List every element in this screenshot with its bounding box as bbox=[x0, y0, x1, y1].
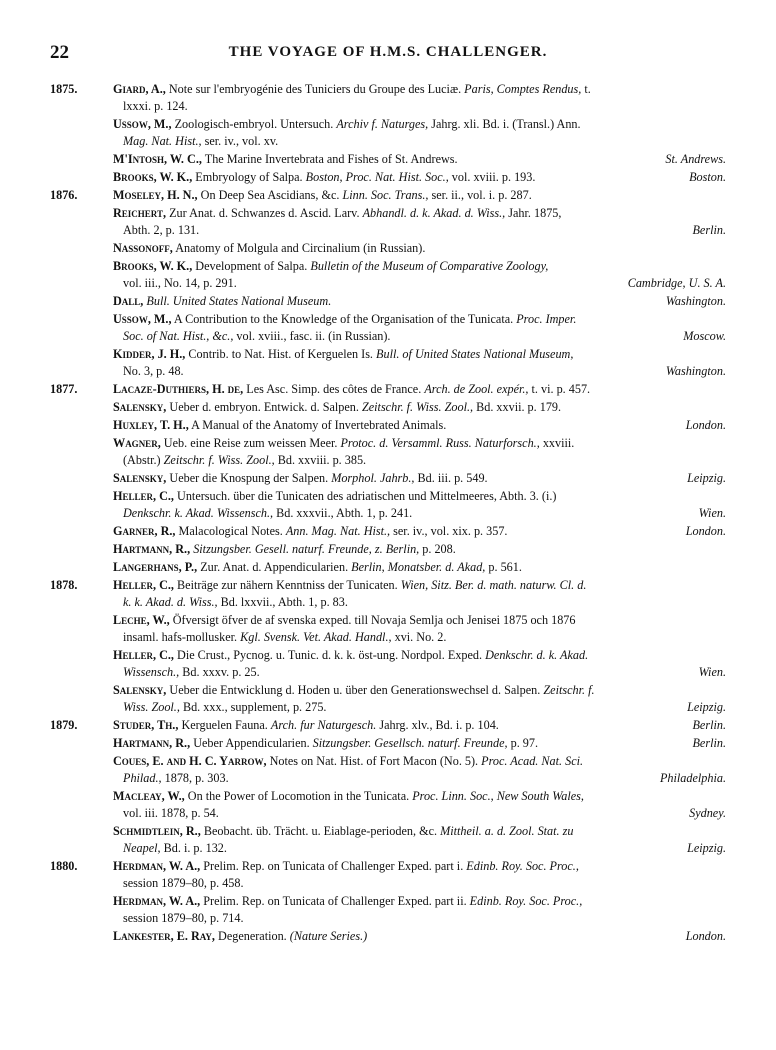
entry-details-cont: vol. xviii., fasc. ii. (in Russian). bbox=[233, 329, 391, 343]
entry-line-1 bbox=[113, 893, 726, 910]
entry-details: p. 97. bbox=[507, 736, 539, 750]
entry-details-cont: Bd. xxviii. p. 385. bbox=[274, 453, 367, 467]
entry-continuation: (Abstr.) bbox=[123, 453, 164, 467]
entry-journal: Paris, Comptes Rendus, bbox=[464, 82, 582, 96]
entry-details-cont: xvi. No. 2. bbox=[391, 630, 447, 644]
entry-title: Les Asc. Simp. des côtes de France. bbox=[243, 382, 425, 396]
bibliography-entry bbox=[50, 717, 726, 734]
entry-journal: Proc. Acad. Nat. Sci. bbox=[481, 754, 584, 768]
entry-place: Berlin. bbox=[692, 718, 726, 732]
entry-author: Reichert, bbox=[113, 206, 167, 220]
entry-title: Zur Anat. d. Schwanzes d. Ascid. Larv. bbox=[166, 206, 363, 220]
bibliography-entry bbox=[50, 928, 726, 945]
entry-line-1 bbox=[113, 417, 726, 434]
bibliography-entry bbox=[50, 187, 726, 204]
entry-title: On Deep Sea Ascidians, &c. bbox=[197, 188, 343, 202]
bibliography-entry bbox=[50, 311, 726, 345]
entry-year: 1875. bbox=[50, 82, 78, 96]
bibliography-entry bbox=[50, 381, 726, 398]
entry-line-2 bbox=[113, 98, 726, 115]
entry-place: Moscow. bbox=[683, 329, 726, 343]
entry-author: Langerhans, P., bbox=[113, 560, 198, 574]
entry-title: Zur. Anat. d. Appendicularien. bbox=[197, 560, 352, 574]
entry-continuation: session 1879–80, p. 714. bbox=[123, 911, 244, 925]
bibliography-entry bbox=[50, 682, 726, 716]
bibliography-entry bbox=[50, 81, 726, 115]
entry-title: Prelim. Rep. on Tunicata of Challenger Exped. part i. bbox=[200, 859, 467, 873]
entry-title: The Marine Invertebrata and Fishes of St. Andrews. bbox=[201, 152, 458, 166]
entry-details-cont: Bd. i. p. 132. bbox=[160, 841, 227, 855]
entry-title: Öfversigt öfver de af svenska exped. till Novaja Semlja och Jenisei 1875 och 1876 bbox=[169, 613, 576, 627]
entry-journal: Proc. Linn. Soc., New South Wales, bbox=[412, 789, 584, 803]
entry-continuation: Abth. 2, p. 131. bbox=[123, 223, 200, 237]
bibliography-entry bbox=[50, 470, 726, 487]
entry-place: London. bbox=[685, 418, 726, 432]
entry-journal: Ann. Mag. Nat. Hist., bbox=[285, 524, 391, 538]
entry-continuation: lxxxi. p. 124. bbox=[123, 99, 188, 113]
entry-line-1 bbox=[113, 81, 726, 98]
entry-journal: Denkschr. d. k. Akad. bbox=[485, 648, 589, 662]
entry-continuation: No. 3, p. 48. bbox=[123, 364, 184, 378]
entry-continuation: session 1879–80, p. 458. bbox=[123, 876, 244, 890]
entry-details: p. 561. bbox=[485, 560, 522, 574]
bibliography-list bbox=[50, 81, 726, 945]
entry-line-1 bbox=[113, 858, 726, 875]
entry-place: Washington. bbox=[665, 364, 726, 378]
page-number: 22 bbox=[50, 42, 69, 63]
entry-line-2 bbox=[113, 805, 726, 822]
entry-line-1 bbox=[113, 381, 726, 398]
entry-line-1 bbox=[113, 187, 726, 204]
entry-title: Development of Salpa. bbox=[192, 259, 311, 273]
entry-title: Prelim. Rep. on Tunicata of Challenger Exped. part ii. bbox=[200, 894, 470, 908]
entry-place: Cambridge, U. S. A. bbox=[627, 276, 726, 290]
entry-details-cont: 1878, p. 303. bbox=[161, 771, 229, 785]
entry-journal-cont: Wissensch., bbox=[123, 665, 180, 679]
bibliography-entry bbox=[50, 559, 726, 576]
entry-line-1 bbox=[113, 258, 726, 275]
bibliography-entry bbox=[50, 647, 726, 681]
entry-journal-cont: Neapel, bbox=[123, 841, 161, 855]
entry-line-1 bbox=[113, 470, 726, 487]
entry-journal: Edinb. Roy. Soc. Proc., bbox=[469, 894, 583, 908]
entry-journal: Archiv f. Naturges, bbox=[336, 117, 429, 131]
entry-title: Die Crust., Pycnog. u. Tunic. d. k. k. öst-ung. Nordpol. Exped. bbox=[173, 648, 486, 662]
entry-author: Wagner, bbox=[113, 436, 161, 450]
entry-details: p. 208. bbox=[419, 542, 456, 556]
page-header bbox=[50, 42, 726, 68]
bibliography-entry bbox=[50, 823, 726, 857]
entry-line-1 bbox=[113, 116, 726, 133]
entry-line-1 bbox=[113, 928, 726, 945]
entry-journal: Berlin, Monatsber. d. Akad, bbox=[351, 560, 486, 574]
entry-title: Notes on Nat. Hist. of Fort Macon (No. 5). bbox=[266, 754, 482, 768]
entry-title: Ueb. eine Reise zum weissen Meer. bbox=[160, 436, 341, 450]
entry-author: Salensky, bbox=[113, 400, 167, 414]
entry-title: Degeneration. bbox=[214, 929, 290, 943]
bibliography-entry bbox=[50, 399, 726, 416]
entry-author: Garner, R., bbox=[113, 524, 176, 538]
entry-details: t. bbox=[581, 82, 591, 96]
entry-details: ser. ii., vol. i. p. 287. bbox=[428, 188, 532, 202]
entry-line-2 bbox=[113, 275, 726, 292]
entry-line-2 bbox=[113, 505, 726, 522]
bibliography-entry bbox=[50, 417, 726, 434]
entry-author: Hartmann, R., bbox=[113, 736, 191, 750]
entry-line-1 bbox=[113, 346, 726, 363]
entry-journal: Morphol. Jahrb., bbox=[331, 471, 415, 485]
entry-year: 1880. bbox=[50, 859, 78, 873]
entry-author: Ussow, M., bbox=[113, 312, 172, 326]
entry-line-1 bbox=[113, 735, 726, 752]
entry-journal: Bulletin of the Museum of Comparative Zoology, bbox=[310, 259, 549, 273]
entry-line-2 bbox=[113, 222, 726, 239]
entry-line-1 bbox=[113, 647, 726, 664]
entry-details: Jahrg. xlv., Bd. i. p. 104. bbox=[376, 718, 499, 732]
entry-journal: Sitzungsber. Gesell. naturf. Freunde, z. Berlin, bbox=[193, 542, 420, 556]
entry-author: Giard, A., bbox=[113, 82, 166, 96]
entry-line-1 bbox=[113, 682, 726, 699]
entry-line-1 bbox=[113, 240, 726, 257]
entry-author: Hartmann, R., bbox=[113, 542, 191, 556]
entry-year: 1876. bbox=[50, 188, 78, 202]
entry-year: 1879. bbox=[50, 718, 78, 732]
entry-place: St. Andrews. bbox=[665, 152, 726, 166]
entry-line-2 bbox=[113, 452, 726, 469]
entry-journal: Zeitschr. f. bbox=[543, 683, 595, 697]
entry-line-1 bbox=[113, 488, 726, 505]
entry-place: Washington. bbox=[665, 294, 726, 308]
entry-line-1 bbox=[113, 541, 726, 558]
bibliography-entry bbox=[50, 258, 726, 292]
entry-line-1 bbox=[113, 169, 726, 186]
entry-place: Philadelphia. bbox=[659, 771, 726, 785]
entry-author: Coues, E. and H. C. Yarrow, bbox=[113, 754, 267, 768]
entry-line-1 bbox=[113, 399, 726, 416]
entry-title: Kerguelen Fauna. bbox=[178, 718, 271, 732]
entry-journal: Bull. United States National Museum. bbox=[146, 294, 332, 308]
entry-journal: Sitzungsber. Gesellsch. naturf. Freunde, bbox=[312, 736, 508, 750]
entry-line-1 bbox=[113, 559, 726, 576]
entry-line-1 bbox=[113, 205, 726, 222]
entry-title: Ueber die Entwicklung d. Hoden u. über den Generationswechsel d. Salpen. bbox=[166, 683, 544, 697]
entry-title: Anatomy of Molgula and Circinalium (in Russian). bbox=[172, 241, 426, 255]
entry-title: Beobacht. üb. Trächt. u. Eiablage-perioden, &c. bbox=[200, 824, 441, 838]
entry-continuation: vol. iii., No. 14, p. 291. bbox=[123, 276, 237, 290]
entry-title: Ueber Appendicularien. bbox=[190, 736, 313, 750]
entry-journal: Mittheil. a. d. Zool. Stat. zu bbox=[440, 824, 574, 838]
entry-line-2 bbox=[113, 328, 726, 345]
entry-author: Macleay, W., bbox=[113, 789, 185, 803]
entry-title: Contrib. to Nat. Hist. of Kerguelen Is. bbox=[185, 347, 377, 361]
entry-details: xxviii. bbox=[539, 436, 575, 450]
entry-journal-cont: Wiss. Zool., bbox=[123, 700, 180, 714]
entry-author: Herdman, W. A., bbox=[113, 894, 201, 908]
entry-title: A Contribution to the Knowledge of the Organisation of the Tunicata. bbox=[171, 312, 517, 326]
entry-author: Herdman, W. A., bbox=[113, 859, 201, 873]
entry-line-1 bbox=[113, 753, 726, 770]
entry-title: Zoologisch-embryol. Untersuch. bbox=[171, 117, 337, 131]
entry-journal-cont: Zeitschr. f. Wiss. Zool., bbox=[163, 453, 275, 467]
entry-details-cont: Bd. xxxv. p. 25. bbox=[179, 665, 260, 679]
entry-journal: Arch. de Zool. expér., bbox=[424, 382, 529, 396]
entry-line-1 bbox=[113, 717, 726, 734]
entry-details-cont: Bd. xxx., supplement, p. 275. bbox=[179, 700, 327, 714]
entry-line-2 bbox=[113, 770, 726, 787]
entry-continuation: insaml. hafs-mollusker. bbox=[123, 630, 241, 644]
entry-place: Leipzig. bbox=[687, 471, 726, 485]
entry-journal: Bull. of United States National Museum, bbox=[376, 347, 574, 361]
entry-title: Embryology of Salpa. bbox=[192, 170, 306, 184]
entry-place: Berlin. bbox=[692, 223, 726, 237]
entry-details-cont: Bd. xxxvii., Abth. 1, p. 241. bbox=[273, 506, 413, 520]
entry-year: 1878. bbox=[50, 578, 78, 592]
entry-author: Kidder, J. H., bbox=[113, 347, 186, 361]
entry-journal: Arch. fur Naturgesch. bbox=[270, 718, 377, 732]
entry-place: Leipzig. bbox=[687, 700, 726, 714]
entry-author: Brooks, W. K., bbox=[113, 170, 193, 184]
entry-journal-cont: Kgl. Svensk. Vet. Akad. Handl., bbox=[240, 630, 392, 644]
entry-title: Note sur l'embryogénie des Tuniciers du Groupe des Luciæ. bbox=[165, 82, 465, 96]
entry-author: Heller, C., bbox=[113, 648, 174, 662]
entry-journal-cont: k. k. Akad. d. Wiss., bbox=[123, 595, 218, 609]
entry-line-2 bbox=[113, 840, 726, 857]
entry-line-2 bbox=[113, 133, 726, 150]
entry-line-1 bbox=[113, 577, 726, 594]
entry-journal: Zeitschr. f. Wiss. Zool., bbox=[361, 400, 474, 414]
bibliography-entry bbox=[50, 205, 726, 239]
entry-line-2 bbox=[113, 363, 726, 380]
entry-journal: Linn. Soc. Trans., bbox=[342, 188, 429, 202]
entry-place: London. bbox=[685, 524, 726, 538]
entry-line-2 bbox=[113, 699, 726, 716]
entry-journal: Edinb. Roy. Soc. Proc., bbox=[466, 859, 579, 873]
entry-author: Dall, bbox=[113, 294, 144, 308]
entry-line-1 bbox=[113, 151, 726, 168]
entry-place: Leipzig. bbox=[687, 841, 726, 855]
entry-place: Wien. bbox=[698, 506, 726, 520]
entry-details: vol. xviii. p. 193. bbox=[448, 170, 536, 184]
bibliography-entry bbox=[50, 523, 726, 540]
entry-line-1 bbox=[113, 523, 726, 540]
entry-journal: Boston, Proc. Nat. Hist. Soc., bbox=[305, 170, 449, 184]
bibliography-entry bbox=[50, 577, 726, 611]
entry-author: Heller, C., bbox=[113, 578, 174, 592]
entry-details-cont: ser. iv., vol. xv. bbox=[201, 134, 279, 148]
entry-line-1 bbox=[113, 788, 726, 805]
bibliography-entry bbox=[50, 151, 726, 168]
entry-details: Bd. xxvii. p. 179. bbox=[473, 400, 562, 414]
bibliography-entry bbox=[50, 116, 726, 150]
entry-line-2 bbox=[113, 629, 726, 646]
bibliography-entry bbox=[50, 753, 726, 787]
entry-details: Jahrg. xli. Bd. i. (Transl.) Ann. bbox=[428, 117, 581, 131]
entry-place: Berlin. bbox=[692, 736, 726, 750]
entry-author: Salensky, bbox=[113, 471, 167, 485]
entry-journal: Protoc. d. Versamml. Russ. Naturforsch., bbox=[340, 436, 540, 450]
entry-journal-cont: Denkschr. k. Akad. Wissensch., bbox=[123, 506, 274, 520]
entry-title: Malacological Notes. bbox=[175, 524, 286, 538]
entry-place: London. bbox=[685, 929, 726, 943]
entry-line-1 bbox=[113, 311, 726, 328]
entry-line-1 bbox=[113, 823, 726, 840]
entry-journal-cont: Philad., bbox=[123, 771, 162, 785]
entry-title: On the Power of Locomotion in the Tunicata. bbox=[184, 789, 413, 803]
entry-details-cont: Bd. lxxvii., Abth. 1, p. 83. bbox=[217, 595, 348, 609]
entry-title: A Manual of the Anatomy of Invertebrated Animals. bbox=[188, 418, 447, 432]
bibliography-entry bbox=[50, 612, 726, 646]
entry-details: Jahr. 1875, bbox=[505, 206, 562, 220]
entry-title: Ueber die Knospung der Salpen. bbox=[166, 471, 332, 485]
bibliography-entry bbox=[50, 346, 726, 380]
entry-author: Nassonoff, bbox=[113, 241, 173, 255]
entry-author: Salensky, bbox=[113, 683, 167, 697]
entry-line-1 bbox=[113, 435, 726, 452]
bibliography-entry bbox=[50, 240, 726, 257]
entry-details: t. vi. p. 457. bbox=[528, 382, 591, 396]
entry-line-1 bbox=[113, 293, 726, 310]
entry-journal-cont: Mag. Nat. Hist., bbox=[123, 134, 202, 148]
entry-journal: Wien, Sitz. Ber. d. math. naturw. Cl. d. bbox=[400, 578, 587, 592]
entry-author: Studer, Th., bbox=[113, 718, 179, 732]
entry-journal: Abhandl. d. k. Akad. d. Wiss., bbox=[362, 206, 506, 220]
entry-author: M'Intosh, W. C., bbox=[113, 152, 202, 166]
entry-line-2 bbox=[113, 910, 726, 927]
entry-author: Schmidtlein, R., bbox=[113, 824, 201, 838]
entry-author: Brooks, W. K., bbox=[113, 259, 193, 273]
entry-author: Heller, C., bbox=[113, 489, 174, 503]
entry-place: Boston. bbox=[689, 170, 726, 184]
entry-title: Ueber d. embryon. Entwick. d. Salpen. bbox=[166, 400, 362, 414]
bibliography-entry bbox=[50, 788, 726, 822]
entry-author: Huxley, T. H., bbox=[113, 418, 189, 432]
entry-author: Leche, W., bbox=[113, 613, 170, 627]
entry-title: Beiträge zur nähern Kenntniss der Tunicaten. bbox=[173, 578, 401, 592]
entry-place: Sydney. bbox=[689, 806, 726, 820]
entry-author: Ussow, M., bbox=[113, 117, 172, 131]
entry-place: Wien. bbox=[698, 665, 726, 679]
entry-year: 1877. bbox=[50, 382, 78, 396]
bibliography-entry bbox=[50, 735, 726, 752]
entry-line-2 bbox=[113, 875, 726, 892]
bibliography-entry bbox=[50, 893, 726, 927]
bibliography-entry bbox=[50, 541, 726, 558]
bibliography-entry bbox=[50, 293, 726, 310]
entry-author: Lacaze-Duthiers, H. de, bbox=[113, 382, 244, 396]
entry-details: Bd. iii. p. 549. bbox=[414, 471, 488, 485]
entry-journal: Proc. Imper. bbox=[516, 312, 577, 326]
entry-continuation: vol. iii. 1878, p. 54. bbox=[123, 806, 219, 820]
bibliography-entry bbox=[50, 858, 726, 892]
entry-journal: (Nature Series.) bbox=[289, 929, 368, 943]
entry-line-2 bbox=[113, 664, 726, 681]
entry-author: Moseley, H. N., bbox=[113, 188, 198, 202]
entry-journal-cont: Soc. of Nat. Hist., &c., bbox=[123, 329, 234, 343]
entry-title: Untersuch. über die Tunicaten des adriatischen und Mittelmeeres, Abth. 3. (i.) bbox=[173, 489, 557, 503]
entry-details: ser. iv., vol. xix. p. 357. bbox=[390, 524, 508, 538]
bibliography-entry bbox=[50, 169, 726, 186]
bibliography-entry bbox=[50, 488, 726, 522]
entry-line-2 bbox=[113, 594, 726, 611]
entry-author: Lankester, E. Ray, bbox=[113, 929, 215, 943]
entry-line-1 bbox=[113, 612, 726, 629]
bibliography-entry bbox=[50, 435, 726, 469]
running-head: THE VOYAGE OF H.M.S. CHALLENGER. bbox=[228, 44, 548, 60]
